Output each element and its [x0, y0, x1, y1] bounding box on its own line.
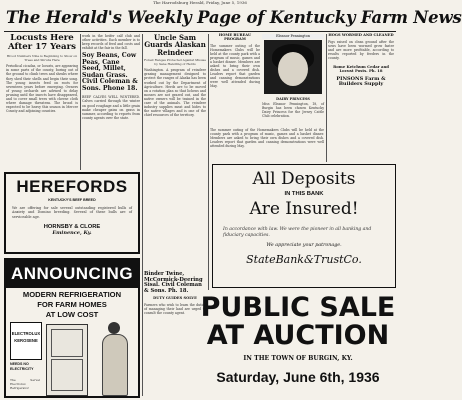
hogs-article: [328, 34, 394, 162]
hogs-body: Pigs raised on clean ground after the sows have been wormed grow faster and are more profitable, according to results reported by feeders in the county.: [328, 39, 394, 61]
auction-line-1: PUBLIC SALE: [200, 292, 396, 323]
photo-name-label: Eleanor Pennington: [262, 34, 324, 39]
deposits-ad: [212, 164, 396, 288]
locusts-article: [6, 34, 78, 170]
reindeer-subhead: Forest Ranges Protected Against Misuse by Sane Handling of Herds: [144, 58, 206, 67]
announcing-title: ANNOUNCING: [10, 264, 134, 283]
home-bureau-heading: HOME BUREAU PROGRAM: [218, 33, 252, 41]
seed-ad-heading: Soy Beans, Cow Peas, Cane Seed, Millet, Sudan Grass. Civil Coleman & Sons. Phone 18.: [82, 52, 138, 92]
photo-caption: DAIRY PRINCESS: [276, 97, 310, 101]
column-divider: [142, 34, 143, 396]
herefords-town: Eminence, Ky.: [52, 230, 92, 237]
page-headline: The Herald's Weekly Page of Kentucky Farm News: [6, 8, 462, 27]
auction-line-2: AT AUCTION: [206, 320, 390, 351]
bank-name: StateBank&TrustCo.: [246, 252, 362, 266]
herefords-subtitle: KENTUCKY'S BEEF BREED: [48, 198, 96, 202]
auction-town: IN THE TOWN OF BURGIN, KY.: [243, 355, 353, 362]
announcing-line-1: MODERN REFRIGERATION: [22, 290, 122, 299]
home-bureau-body-continued: The summer outing of the Homemakers Clubs will be held at the county park with a program of music, games and a basket dinner. Members are asked to bring their own dishes and a covered dish. Leaders report that garden and canning demonstrations were well attended during May.: [210, 128, 324, 149]
deposits-line-3: Are Insured!: [249, 198, 359, 219]
herefords-title: HEREFORDS: [16, 177, 128, 196]
twine-ad-heading: Binder Twine, McCormick-Deering Sisal. Civil Coleman & Sons. Ph. 18.: [144, 271, 203, 294]
column-divider: [80, 34, 81, 170]
kerosene-label: KEROSENE: [14, 338, 38, 343]
locusts-body: Periodical cicadas, or locusts, are appearing in some parts of the county, boring out of the ground to climb trees and shrubs where they shed their shells and begin their song. The young insects feed on roots for seventeen years before emerging. Owners of young orchards are advised to delay pruning until the insects have disappeared, and to cover small trees with cheese cloth where damage threatens. The brood is expected to be heavy this season in Mercer County and adjoining counties.: [6, 64, 78, 114]
announcing-banner: [6, 260, 138, 288]
locusts-heading: Locusts Here After 17 Years: [8, 33, 76, 53]
duty-heading: DUTY GUIDES SOLVE: [153, 296, 197, 301]
herefords-ad: [4, 172, 140, 254]
reindeer-body: Washington. A program of reindeer grazing management designed to protect the ranges of Alaska has been worked out by the Department of Agriculture. Herds are to be moved on a rotation plan so that lichens and mosses are not grazed out, and the native owners will be trained in the care of the animals. The reindeer industry supplies meat and hides to the native villages and is one of the chief resources of the territory.: [144, 68, 206, 118]
announcing-line-3: AT LOW COST: [45, 310, 99, 319]
home-bureau-continued: [210, 128, 324, 162]
photo-caption-block: [262, 98, 324, 126]
photo-caption-body: Miss Eleanor Pennington, 18, of Burgin has been chosen Kentucky Dairy Princess for the Jersey Cattle Club celebration.: [262, 101, 324, 118]
herefords-owner: HORNSBY & CLORE: [43, 224, 101, 231]
column-divider: [208, 34, 209, 290]
reindeer-heading: Uncle Sam Guards Alaskan Reindeer: [144, 33, 206, 57]
announcing-sub-brand: The Servel Electrolux Refrigerator: [10, 378, 40, 391]
home-bureau-body: The summer outing of the Homemakers Clubs will be held at the county park with a program of music, games and a basket dinner. Members are asked to bring their own dishes and a covered dish. Leaders report that garden and canning demonstrations were well attended during May.: [210, 43, 260, 89]
princess-photo-box: [262, 34, 324, 96]
refrigerator-illustration: [46, 324, 88, 396]
seed-body-top: work in the heifer calf club and other activities. Each member is to keep records of feed and costs and exhibit at the fair in the fall.: [82, 34, 140, 51]
herefords-body: We are offering for sale several outstanding registered bulls of Anxiety and Domino breeding. Several of these bulls are of serviceable age.: [12, 206, 132, 219]
deposits-body: In accordance with law. We were the pioneer in all banking and fiduciary capacities.: [223, 226, 372, 238]
deposits-line-2: IN THIS BANK: [284, 190, 324, 197]
reindeer-article: [144, 34, 206, 396]
locusts-subhead: Brood Numbers Nine is Beginning to Show on Trees and Shrubs Here: [6, 54, 78, 63]
announcing-line-2: FOR FARM HOMES: [37, 300, 107, 309]
portrait-image: [264, 40, 322, 94]
woman-illustration: [94, 322, 134, 396]
seed-article: [82, 34, 140, 170]
masthead: The Harrodsburg Herald, Friday, June 5, 1936: [153, 0, 247, 5]
headline-rule: [4, 31, 396, 32]
duty-body: Farmers who wish to learn the duties of managing their land are urged to consult the county agent.: [144, 302, 206, 315]
column-divider: [326, 34, 327, 162]
deposits-line-1: All Deposits: [252, 169, 356, 189]
deposits-slogan: We appreciate your patronage.: [266, 242, 342, 248]
announcing-ad: [4, 258, 140, 398]
posts-ad: Rome Ketchum Cedar and Locust Posts. Ph. 18: [333, 64, 389, 74]
announcing-side-note: NEEDS NO ELECTRICITY: [10, 362, 34, 371]
electrolux-label: ELECTROLUX: [11, 331, 41, 336]
auction-notice: [200, 294, 396, 398]
pinsons-ad: PINSONS Farm & Builders Supply: [336, 76, 386, 88]
hogs-heading: HOGS WORMED AND CLEANED: [328, 33, 394, 37]
electrolux-seal: [10, 322, 42, 360]
auction-date: Saturday, June 6th, 1936: [216, 368, 380, 385]
seed-body-bottom: BEEF CALVES WELL WINTERED. Calves carried through the winter on good roughage and a little grain make cheaper gains on grass in summer, according to reports from county agents over the state.: [82, 95, 140, 120]
